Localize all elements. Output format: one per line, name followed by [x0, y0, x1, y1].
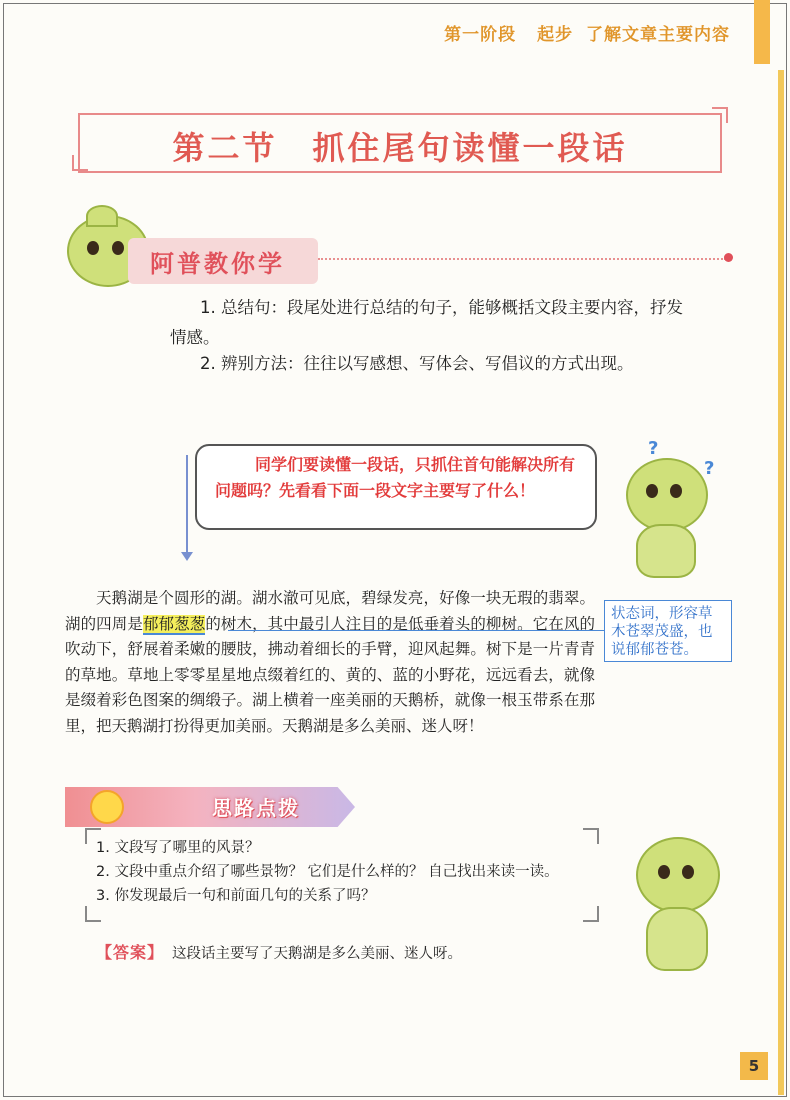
- arrow-down-icon: [181, 552, 193, 561]
- question-mark-icon: ?: [704, 458, 715, 479]
- question-3: 3. 你发现最后一句和前面几句的关系了吗？: [96, 888, 376, 904]
- header-step: 起步: [537, 25, 574, 45]
- page-edge-strip: [778, 70, 784, 1095]
- sun-icon: [90, 790, 124, 824]
- dotted-divider: [318, 258, 726, 260]
- answer-text: 这段话主要写了天鹅湖是多么美丽、迷人呀。: [172, 946, 462, 962]
- annotation-note: 状态词，形容草木苍翠茂盛，也说郁郁苍苍。: [604, 600, 732, 662]
- passage-before: 天鹅湖是个圆形的湖。湖水澈可见底，碧绿发亮，好像一块无瑕的翡翠。湖的四周是: [65, 589, 595, 633]
- passage-text: [65, 586, 595, 740]
- page-number: 5: [740, 1052, 768, 1080]
- annotation-leader-line: [228, 630, 604, 631]
- speech-bubble: [195, 444, 597, 530]
- section-title: 第二节 抓住尾句读懂一段话: [172, 129, 628, 167]
- learn-item-2: 2. 辨别方法：往往以写感想、写体会、写倡议的方式出现。: [200, 354, 634, 373]
- passage-after: 的树木，其中最引人注目的是低垂着头的柳树。它在风的吹动下，舒展着柔嫩的腰肢，拂动着细长的手臂，迎风起舞。树下是一片青青的草地。草地上零零星星地点缀着红的、黄的、蓝的小野花，远远看去，就像是缀着彩色图案的绸缎子。湖上横着一座美丽的天鹅桥，就像一根玉带系在那里，把天鹅湖打扮得更加美丽。天鹅湖是多么美丽、迷人呀！: [65, 614, 595, 735]
- learn-item-1-cont: 情感。: [170, 328, 220, 347]
- header-tab: [754, 0, 770, 64]
- tips-title: 思路点拨: [212, 796, 300, 820]
- question-mark-icon: ?: [648, 438, 659, 459]
- question-2: 2. 文段中重点介绍了哪些景物？ 它们是什么样的？ 自己找出来读一读。: [96, 864, 559, 880]
- learn-item-1: 1. 总结句：段尾处进行总结的句子，能够概括文段主要内容，抒发: [200, 298, 683, 317]
- highlighted-word: 郁郁葱葱: [142, 614, 206, 633]
- section-title-frame: [78, 113, 722, 173]
- running-header: [430, 20, 730, 45]
- header-stage: 第一阶段: [444, 25, 517, 45]
- answer-label: 【答案】: [96, 943, 165, 962]
- learn-title: 阿普教你学: [150, 250, 285, 278]
- mascot-pointing-icon: [620, 825, 730, 975]
- question-1: 1. 文段写了哪里的风景？: [96, 840, 260, 856]
- bubble-text: 同学们要读懂一段话，只抓住首句能解决所有问题吗？先看看下面一段文字主要写了什么！: [215, 455, 576, 500]
- bubble-arrow-line: [186, 455, 188, 557]
- divider-end-dot: [724, 253, 733, 262]
- header-topic: 了解文章主要内容: [586, 25, 730, 45]
